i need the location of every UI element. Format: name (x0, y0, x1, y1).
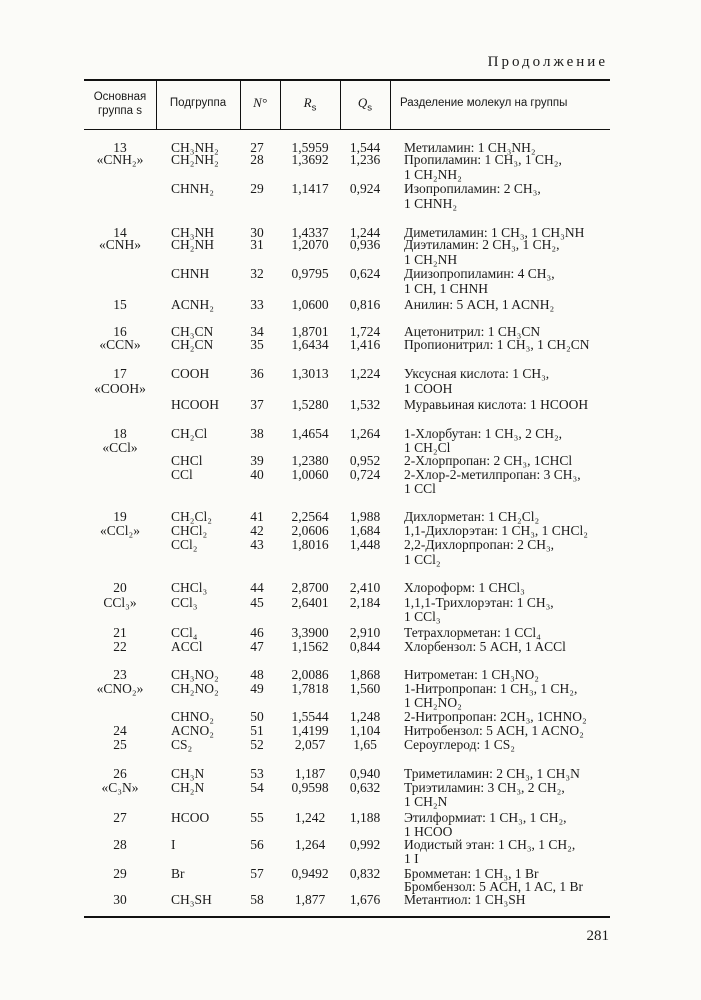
cell-n: 49 (250, 681, 264, 696)
cell-n: 42 (250, 523, 264, 538)
cell-group: 23 (113, 667, 127, 682)
cell-group: 24 (113, 723, 127, 738)
cell-subgroup: HCOOH (171, 397, 220, 412)
cell-group: 29 (113, 866, 127, 881)
cell-n: 39 (250, 453, 264, 468)
page-number: 281 (586, 928, 609, 944)
table-row (84, 552, 610, 567)
cell-group: 28 (113, 837, 127, 852)
cell-rs: 0,9492 (291, 866, 329, 881)
cell-rs: 0,9795 (291, 266, 329, 281)
cell-group: 18 (113, 426, 127, 441)
cell-division: Иодистый этан: 1 CH₃, 1 CH₂, (404, 837, 576, 852)
table-row (84, 537, 610, 552)
cell-subgroup: I (171, 837, 176, 852)
cell-qs: 0,940 (349, 766, 381, 781)
cell-qs: 0,844 (349, 639, 381, 654)
cell-division: 1,1,1-Трихлорэтан: 1 CH₃, (404, 595, 554, 610)
cell-qs: 1,868 (349, 667, 381, 682)
cell-rs: 1,5959 (291, 140, 329, 155)
cell-division: Анилин: 5 ACH, 1 ACNH₂ (404, 297, 555, 312)
cell-division: 1 CH₂NH (404, 252, 458, 267)
cell-n: 41 (250, 509, 264, 524)
table-row (84, 810, 610, 825)
header-rs (280, 96, 340, 115)
cell-qs: 0,624 (349, 266, 381, 281)
cell-rs: 2,0606 (291, 523, 329, 538)
cell-n: 32 (250, 266, 264, 281)
table-row (84, 266, 610, 281)
table-row (84, 252, 610, 267)
cell-n: 53 (250, 766, 264, 781)
cell-qs: 0,632 (349, 780, 381, 795)
cell-n: 37 (250, 397, 264, 412)
cell-rs: 1,264 (294, 837, 326, 852)
cell-subgroup: CS₂ (171, 737, 193, 752)
header-qs (340, 96, 390, 115)
cell-rs: 2,0086 (291, 667, 329, 682)
table-row (84, 152, 610, 167)
cell-division: 2-Нитропропан: 2CH₃, 1CHNO₂ (404, 709, 587, 724)
cell-n: 43 (250, 537, 264, 552)
cell-n: 31 (250, 237, 264, 252)
cell-subgroup: CH₃NH (171, 225, 214, 240)
cell-division: 1,1-Дихлорэтан: 1 CH₃, 1 CHCl₂ (404, 523, 589, 538)
cell-rs: 1,0060 (291, 467, 329, 482)
cell-rs: 2,6401 (291, 595, 329, 610)
cell-division: 1 CH₂NH₂ (404, 167, 462, 182)
table-row (84, 681, 610, 696)
cell-group: 21 (113, 625, 127, 640)
cell-subgroup: CH₃SH (171, 892, 212, 907)
cell-division: 1 CH, 1 CHNH (404, 281, 489, 296)
header-rs-sub: s (311, 102, 317, 114)
cell-group: 25 (113, 737, 127, 752)
cell-subgroup: CCl (171, 467, 193, 482)
table-row (84, 580, 610, 595)
cell-division: 1 CCl₂ (404, 552, 441, 567)
column-divider (390, 79, 391, 129)
cell-division: Дихлорметан: 1 CH₂Cl₂ (404, 509, 540, 524)
cell-rs: 1,187 (294, 766, 326, 781)
cell-division: Ацетонитрил: 1 CH₃CN (404, 324, 541, 339)
table-row (84, 366, 610, 381)
cell-subgroup: CHNH (171, 266, 210, 281)
header-qs-sub: s (367, 102, 373, 114)
cell-division: Триметиламин: 2 CH₃, 1 CH₃N (404, 766, 580, 781)
table-row (84, 397, 610, 412)
cell-group: CCl₃» (103, 595, 137, 610)
cell-division: Сероуглерод: 1 CS₂ (404, 737, 515, 752)
cell-group: «CNH» (98, 237, 141, 252)
cell-division: Хлороформ: 1 CHCl₃ (404, 580, 525, 595)
cell-group: 20 (113, 580, 127, 595)
table-row (84, 381, 610, 396)
cell-rs: 1,4337 (291, 225, 329, 240)
table-row (84, 625, 610, 640)
cell-qs: 0,992 (349, 837, 381, 852)
cell-division: Триэтиламин: 3 CH₃, 2 CH₂, (404, 780, 565, 795)
cell-division: Бромметан: 1 CH₃, 1 Br (404, 866, 539, 881)
table-row (84, 467, 610, 482)
cell-division: 1 CH₂N (404, 794, 448, 809)
cell-division: 2,2-Дихлорпропан: 2 CH₃, (404, 537, 555, 552)
header-division: Разделение молекул на группы (400, 97, 568, 109)
cell-subgroup: CH₂CN (171, 337, 214, 352)
table-row (84, 237, 610, 252)
cell-n: 40 (250, 467, 264, 482)
cell-qs: 1,416 (349, 337, 381, 352)
header-number (240, 96, 280, 111)
cell-division: Пропионитрил: 1 CH₃, 1 CH₂CN (404, 337, 590, 352)
cell-division: Бромбензол: 5 ACH, 1 AC, 1 Br (404, 879, 584, 894)
cell-group: 27 (113, 810, 127, 825)
cell-rs: 1,5544 (291, 709, 329, 724)
cell-n: 27 (250, 140, 264, 155)
cell-rs: 2,8700 (291, 580, 329, 595)
cell-subgroup: CH₂NH (171, 237, 214, 252)
cell-qs: 0,936 (349, 237, 381, 252)
cell-qs: 0,816 (349, 297, 381, 312)
cell-qs: 1,724 (349, 324, 381, 339)
table-row (84, 892, 610, 907)
cell-qs: 0,724 (349, 467, 381, 482)
cell-rs: 1,4199 (291, 723, 329, 738)
cell-division: Пропиламин: 1 CH₃, 1 CH₂, (404, 152, 562, 167)
cell-subgroup: CH₂N (171, 780, 205, 795)
cell-qs: 0,924 (349, 181, 381, 196)
cell-qs: 1,188 (349, 810, 381, 825)
cell-division: Диизопропиламин: 4 CH₃, (404, 266, 555, 281)
cell-rs: 1,1417 (291, 181, 329, 196)
cell-division: Хлорбензол: 5 ACH, 1 ACCl (404, 639, 566, 654)
cell-subgroup: ACNO₂ (171, 723, 214, 738)
table-row (84, 595, 610, 610)
table-row (84, 780, 610, 795)
cell-group: «C₃N» (101, 780, 139, 795)
cell-division: 1 CH₂NO₂ (404, 695, 462, 710)
cell-qs: 1,248 (349, 709, 381, 724)
table-row (84, 639, 610, 654)
table-row (84, 609, 610, 624)
table-row (84, 737, 610, 752)
cell-subgroup: CH₃CN (171, 324, 214, 339)
cell-qs: 1,448 (349, 537, 381, 552)
cell-qs: 1,532 (349, 397, 381, 412)
cell-n: 47 (250, 639, 264, 654)
table-row (84, 509, 610, 524)
table-row (84, 523, 610, 538)
continuation-label: Продолжение (487, 54, 608, 70)
cell-subgroup: CH₂NO₂ (171, 681, 219, 696)
cell-n: 58 (250, 892, 264, 907)
table-row (84, 453, 610, 468)
cell-group: «CCl» (102, 440, 138, 455)
cell-n: 50 (250, 709, 264, 724)
header-bottom-rule (84, 129, 610, 130)
cell-n: 54 (250, 780, 264, 795)
cell-qs: 2,184 (349, 595, 381, 610)
cell-qs: 1,244 (349, 225, 381, 240)
cell-rs: 1,3692 (291, 152, 329, 167)
cell-subgroup: CH₃NO₂ (171, 667, 219, 682)
cell-n: 36 (250, 366, 264, 381)
cell-subgroup: CCl₄ (171, 625, 198, 640)
cell-rs: 1,0600 (291, 297, 329, 312)
cell-group: «CNO₂» (96, 681, 144, 696)
cell-group: 17 (113, 366, 127, 381)
cell-subgroup: ACCl (171, 639, 203, 654)
cell-subgroup: CH₃N (171, 766, 205, 781)
cell-group: 22 (113, 639, 127, 654)
cell-group: «COOH» (94, 381, 146, 396)
cell-n: 34 (250, 324, 264, 339)
cell-subgroup: CH₂NH₂ (171, 152, 219, 167)
table-row (84, 167, 610, 182)
cell-qs: 0,832 (349, 866, 381, 881)
cell-group: «CNH₂» (96, 152, 144, 167)
cell-subgroup: CHCl (171, 453, 203, 468)
cell-division: 2-Хлор-2-метилпропан: 3 CH₃, (404, 467, 581, 482)
cell-division: Уксусная кислота: 1 CH₃, (404, 366, 550, 381)
cell-n: 48 (250, 667, 264, 682)
cell-n: 46 (250, 625, 264, 640)
cell-rs: 0,9598 (291, 780, 329, 795)
cell-rs: 3,3900 (291, 625, 329, 640)
cell-subgroup: CCl₂ (171, 537, 198, 552)
cell-rs: 1,877 (294, 892, 326, 907)
cell-n: 57 (250, 866, 264, 881)
cell-n: 44 (250, 580, 264, 595)
cell-qs: 1,224 (349, 366, 381, 381)
table-row (84, 766, 610, 781)
table-row (84, 667, 610, 682)
cell-division: Диэтиламин: 2 CH₃, 1 CH₂, (404, 237, 560, 252)
cell-n: 29 (250, 181, 264, 196)
cell-rs: 1,242 (294, 810, 326, 825)
cell-group: 13 (113, 140, 127, 155)
cell-division: 1 COOH (404, 381, 453, 396)
cell-group: 30 (113, 892, 127, 907)
table-bottom-rule (84, 916, 610, 918)
cell-rs: 1,1562 (291, 639, 329, 654)
cell-group: 14 (113, 225, 127, 240)
cell-division: 1 CHNH₂ (404, 196, 458, 211)
cell-qs: 1,676 (349, 892, 381, 907)
cell-n: 51 (250, 723, 264, 738)
table-row (84, 337, 610, 352)
cell-division: Нитробензол: 5 ACH, 1 ACNO₂ (404, 723, 584, 738)
cell-rs: 1,8701 (291, 324, 329, 339)
cell-division: 1 HCOO (404, 824, 453, 839)
cell-n: 55 (250, 810, 264, 825)
cell-qs: 1,988 (349, 509, 381, 524)
cell-division: 1 CCl (404, 481, 436, 496)
cell-n: 30 (250, 225, 264, 240)
cell-group: «CCl₂» (100, 523, 140, 538)
table-row (84, 196, 610, 211)
table-row (84, 837, 610, 852)
table-row (84, 481, 610, 496)
cell-division: Метантиол: 1 CH₃SH (404, 892, 526, 907)
cell-subgroup: CCl₃ (171, 595, 198, 610)
cell-group: «CCN» (99, 337, 141, 352)
header-qs-letter: Q (357, 95, 368, 110)
cell-n: 52 (250, 737, 264, 752)
cell-division: 2-Хлорпропан: 2 CH₃, 1CHCl (404, 453, 573, 468)
cell-qs: 1,264 (349, 426, 381, 441)
cell-division: Тетрахлорметан: 1 CCl₄ (404, 625, 541, 640)
cell-subgroup: CH₃NH₂ (171, 140, 219, 155)
cell-division: 1 CCl₃ (404, 609, 441, 624)
cell-rs: 1,5280 (291, 397, 329, 412)
cell-qs: 2,910 (349, 625, 381, 640)
table-row (84, 723, 610, 738)
cell-subgroup: CH₂Cl (171, 426, 208, 441)
cell-qs: 1,684 (349, 523, 381, 538)
cell-division: 1-Нитропропан: 1 CH₃, 1 CH₂, (404, 681, 578, 696)
cell-qs: 1,236 (349, 152, 381, 167)
table-row (84, 181, 610, 196)
cell-qs: 2,410 (349, 580, 381, 595)
cell-rs: 1,6434 (291, 337, 329, 352)
cell-subgroup: CHCl₃ (171, 580, 208, 595)
cell-qs: 1,65 (353, 737, 377, 752)
header-rs-letter: R (303, 95, 312, 110)
cell-division: Диметиламин: 1 CH₃, 1 CH₃NH (404, 225, 585, 240)
cell-rs: 1,2380 (291, 453, 329, 468)
cell-n: 35 (250, 337, 264, 352)
cell-n: 38 (250, 426, 264, 441)
cell-group: 16 (113, 324, 127, 339)
cell-n: 45 (250, 595, 264, 610)
cell-group: 15 (113, 297, 127, 312)
cell-division: 1 CH₂Cl (404, 440, 451, 455)
cell-rs: 1,7818 (291, 681, 329, 696)
cell-n: 33 (250, 297, 264, 312)
cell-n: 56 (250, 837, 264, 852)
table-row (84, 695, 610, 710)
cell-rs: 2,2564 (291, 509, 329, 524)
cell-division: Этилформиат: 1 CH₃, 1 CH₂, (404, 810, 567, 825)
cell-subgroup: ACNH₂ (171, 297, 214, 312)
table-row (84, 709, 610, 724)
table-row (84, 426, 610, 441)
cell-n: 28 (250, 152, 264, 167)
cell-division: Метиламин: 1 CH₃NH₂ (404, 140, 536, 155)
cell-subgroup: COOH (171, 366, 210, 381)
cell-qs: 1,560 (349, 681, 381, 696)
cell-division: 1 I (404, 851, 419, 866)
cell-qs: 0,952 (349, 453, 381, 468)
cell-group: 26 (113, 766, 127, 781)
cell-rs: 1,8016 (291, 537, 329, 552)
cell-subgroup: CHNO₂ (171, 709, 214, 724)
cell-subgroup: CHNH₂ (171, 181, 214, 196)
table-row (84, 851, 610, 866)
cell-division: Изопропиламин: 2 CH₃, (404, 181, 541, 196)
header-group: Основная группа s (93, 91, 147, 117)
cell-rs: 1,3013 (291, 366, 329, 381)
cell-division: Нитрометан: 1 CH₃NO₂ (404, 667, 540, 682)
header-subgroup: Подгруппа (169, 97, 227, 109)
cell-subgroup: CHCl₂ (171, 523, 208, 538)
cell-rs: 2,057 (294, 737, 326, 752)
cell-subgroup: CH₂Cl₂ (171, 509, 212, 524)
cell-qs: 1,544 (349, 140, 381, 155)
cell-rs: 1,2070 (291, 237, 329, 252)
header-number-label: N° (253, 95, 267, 110)
cell-rs: 1,4654 (291, 426, 329, 441)
cell-division: 1-Хлорбутан: 1 CH₃, 2 CH₂, (404, 426, 563, 441)
table-row (84, 794, 610, 809)
cell-division: Муравьиная кислота: 1 HCOOH (404, 397, 589, 412)
cell-subgroup: HCOO (171, 810, 210, 825)
table-row (84, 281, 610, 296)
table-row (84, 297, 610, 312)
table-top-rule (84, 79, 610, 81)
cell-subgroup: Br (171, 866, 185, 881)
cell-group: 19 (113, 509, 127, 524)
cell-qs: 1,104 (349, 723, 381, 738)
